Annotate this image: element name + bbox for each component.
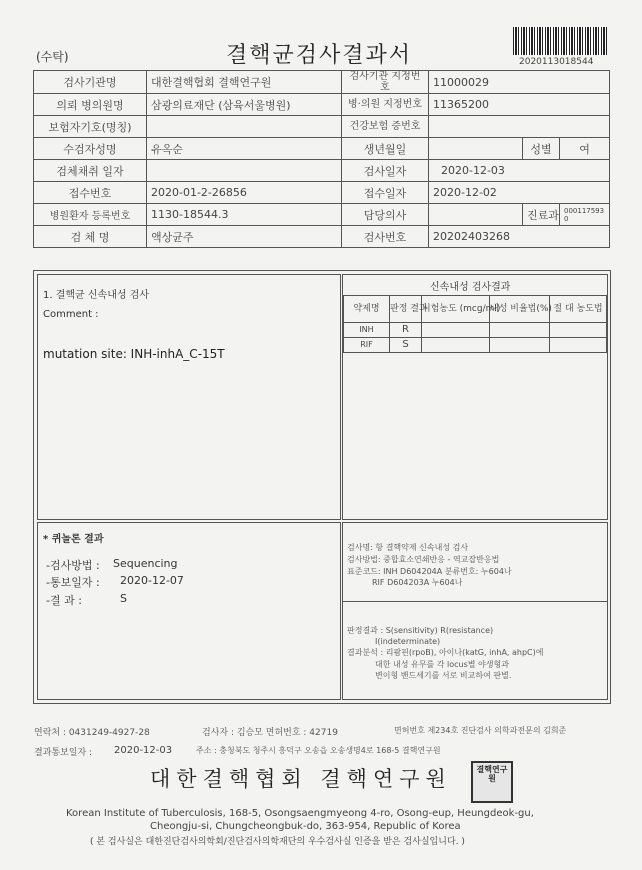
test-info-line: 검사방법: 중합효소연쇄반응 - 역교잡반응법 xyxy=(347,555,500,564)
insurance-label: 보험자기호(명칭) xyxy=(34,116,147,138)
column-header: 내성 비율법(%) xyxy=(490,296,550,323)
table-header-row xyxy=(344,296,607,323)
drug-cell: RIF xyxy=(344,338,390,353)
certification-note: ( 본 검사실은 대한진단검사의학회/진단검사의학재단의 우수검사실 인증을 받은 검사실입니다. ) xyxy=(90,837,465,847)
interp-line: 결과분석 : 리팜핀(rpoB), 아이나(katG, inhA, ahpC)에 xyxy=(347,648,544,657)
concentration-cell xyxy=(422,338,490,353)
dob-label: 생년월일 xyxy=(342,138,429,160)
exam-date-value: 2020-12-03 xyxy=(429,160,610,182)
absolute-cell xyxy=(550,323,607,338)
insurance-card-label: 건강보험 증번호 xyxy=(342,116,429,138)
seal-text: 결핵연구원 xyxy=(476,765,508,783)
test-info-line: 표준코드: INH D604204A 분류번호: 누604나 xyxy=(347,567,512,576)
patient-value: 유옥순 xyxy=(147,138,342,160)
quinolone-title: * 퀴놀론 결과 xyxy=(43,534,104,545)
column-header: 시험농도 (mcg/ml) xyxy=(422,296,490,323)
section-title: 1. 결핵균 신속내성 검사 xyxy=(43,290,150,301)
barcode xyxy=(513,27,607,55)
dept-value: 0001175930 xyxy=(560,204,610,226)
interp-line: 판정결과 : S(sensitivity) R(resistance) xyxy=(347,626,494,635)
examiner: 검사자 : 김승모 면허번호 : 42719 xyxy=(202,728,338,738)
english-address-2: Cheongju-si, Chungcheongbuk-do, 363-954, Republic of Korea xyxy=(150,821,461,832)
absolute-cell xyxy=(550,338,607,353)
result-cell: R xyxy=(390,323,422,338)
table-row xyxy=(34,182,610,204)
quinolone-panel xyxy=(37,522,341,700)
rapid-result-table xyxy=(343,295,607,353)
official-seal xyxy=(471,761,513,803)
comment-label: Comment : xyxy=(43,309,99,320)
institute-name: 대한결핵협회 결핵연구원 xyxy=(150,767,452,791)
dept-label: 진료과 xyxy=(523,204,560,226)
interp-line: I(indeterminate) xyxy=(375,637,441,646)
hospital-code-label: 병·의원 지정번호 xyxy=(342,94,429,116)
drug-cell: INH xyxy=(344,323,390,338)
rapid-result-title: 신속내성 검사결과 xyxy=(430,282,511,293)
sex-label: 성별 xyxy=(523,138,560,160)
dob-value xyxy=(429,138,523,160)
received-label: 접수일자 xyxy=(342,182,429,204)
document-title: 결핵균검사결과서 xyxy=(226,43,413,68)
report-label: -통보일자 : xyxy=(46,576,100,589)
column-header: 약제명 xyxy=(344,296,390,323)
exam-no-value: 20202403268 xyxy=(429,226,610,248)
method-label: -검사방법 : xyxy=(46,559,100,572)
collect-value xyxy=(147,160,342,182)
table-row xyxy=(34,94,610,116)
contact: 연락처 : 0431249-4927-28 xyxy=(34,728,150,738)
accession-value: 2020-01-2-26856 xyxy=(147,182,342,204)
insurance-card-value xyxy=(429,116,610,138)
table-row xyxy=(344,323,607,338)
ratio-cell xyxy=(490,338,550,353)
test-info-line: RIF D604203A 누604나 xyxy=(372,578,463,587)
hospital-code-value: 11365200 xyxy=(429,94,610,116)
lab-code-value: 11000029 xyxy=(429,71,610,94)
hospital-label: 의뢰 병의원명 xyxy=(34,94,147,116)
specimen-value: 액상균주 xyxy=(147,226,342,248)
lab-code-label: 검사기관 지정번호 xyxy=(342,71,429,94)
table-row xyxy=(34,71,610,94)
doctor-value xyxy=(429,204,523,226)
report-value: 2020-12-07 xyxy=(120,574,184,587)
result-cell: S xyxy=(390,338,422,353)
column-header: 판정 결과 xyxy=(390,296,422,323)
rapid-result-table-wrap xyxy=(343,295,607,353)
lab-value: 대한결핵협회 결핵연구원 xyxy=(147,71,342,94)
table-row xyxy=(34,160,610,182)
interp-line: 변이형 밴드세기를 서로 비교하여 판별. xyxy=(375,671,512,680)
reg-label: 병원환자 등록번호 xyxy=(34,204,147,226)
insurance-value xyxy=(147,116,342,138)
collect-label: 검체채취 일자 xyxy=(34,160,147,182)
table-row xyxy=(34,204,610,226)
patient-label: 수검자성명 xyxy=(34,138,147,160)
copy-type: (수탁) xyxy=(36,50,69,64)
method-value: Sequencing xyxy=(113,557,178,570)
address: 주소 : 충청북도 청주시 흥덕구 오송읍 오송생명4로 168-5 결핵연구원 xyxy=(196,746,441,755)
exam-no-label: 검사번호 xyxy=(342,226,429,248)
sex-value: 여 xyxy=(560,138,610,160)
hospital-value: 삼광의료재단 (삼육서울병원) xyxy=(147,94,342,116)
accession-label: 접수번호 xyxy=(34,182,147,204)
patient-info-table xyxy=(33,70,610,248)
result-label: -결 과 : xyxy=(46,594,82,607)
specimen-label: 검 체 명 xyxy=(34,226,147,248)
test-info-line: 검사명: 항 결핵약제 신속내성 검사 xyxy=(347,543,469,552)
specialist: 면허번호 제234호 진단검사 의학과전문의 김희준 xyxy=(394,726,567,735)
table-row xyxy=(34,138,610,160)
doctor-label: 담당의사 xyxy=(342,204,429,226)
reg-value: 1130-18544.3 xyxy=(147,204,342,226)
barcode-number: 2020113018544 xyxy=(519,57,594,67)
table-row xyxy=(34,116,610,138)
report-date-label: 결과통보일자 : xyxy=(34,748,93,758)
result-value: S xyxy=(120,592,127,605)
table-row xyxy=(344,338,607,353)
lab-label: 검사기관명 xyxy=(34,71,147,94)
mutation-site: mutation site: INH-inhA_C-15T xyxy=(43,347,225,361)
received-value: 2020-12-02 xyxy=(429,182,610,204)
interp-line: 대한 내성 유무를 각 locus별 야생형과 xyxy=(375,660,509,669)
divider xyxy=(342,601,608,602)
exam-date-label: 검사일자 xyxy=(342,160,429,182)
report-date-value: 2020-12-03 xyxy=(114,745,173,756)
ratio-cell xyxy=(490,323,550,338)
concentration-cell xyxy=(422,323,490,338)
column-header: 절 대 농도법 xyxy=(550,296,607,323)
table-row xyxy=(34,226,610,248)
english-address-1: Korean Institute of Tuberculosis, 168-5, Osongsaengmyeong 4-ro, Osong-eup, Heungdeok-gu, xyxy=(66,808,534,819)
